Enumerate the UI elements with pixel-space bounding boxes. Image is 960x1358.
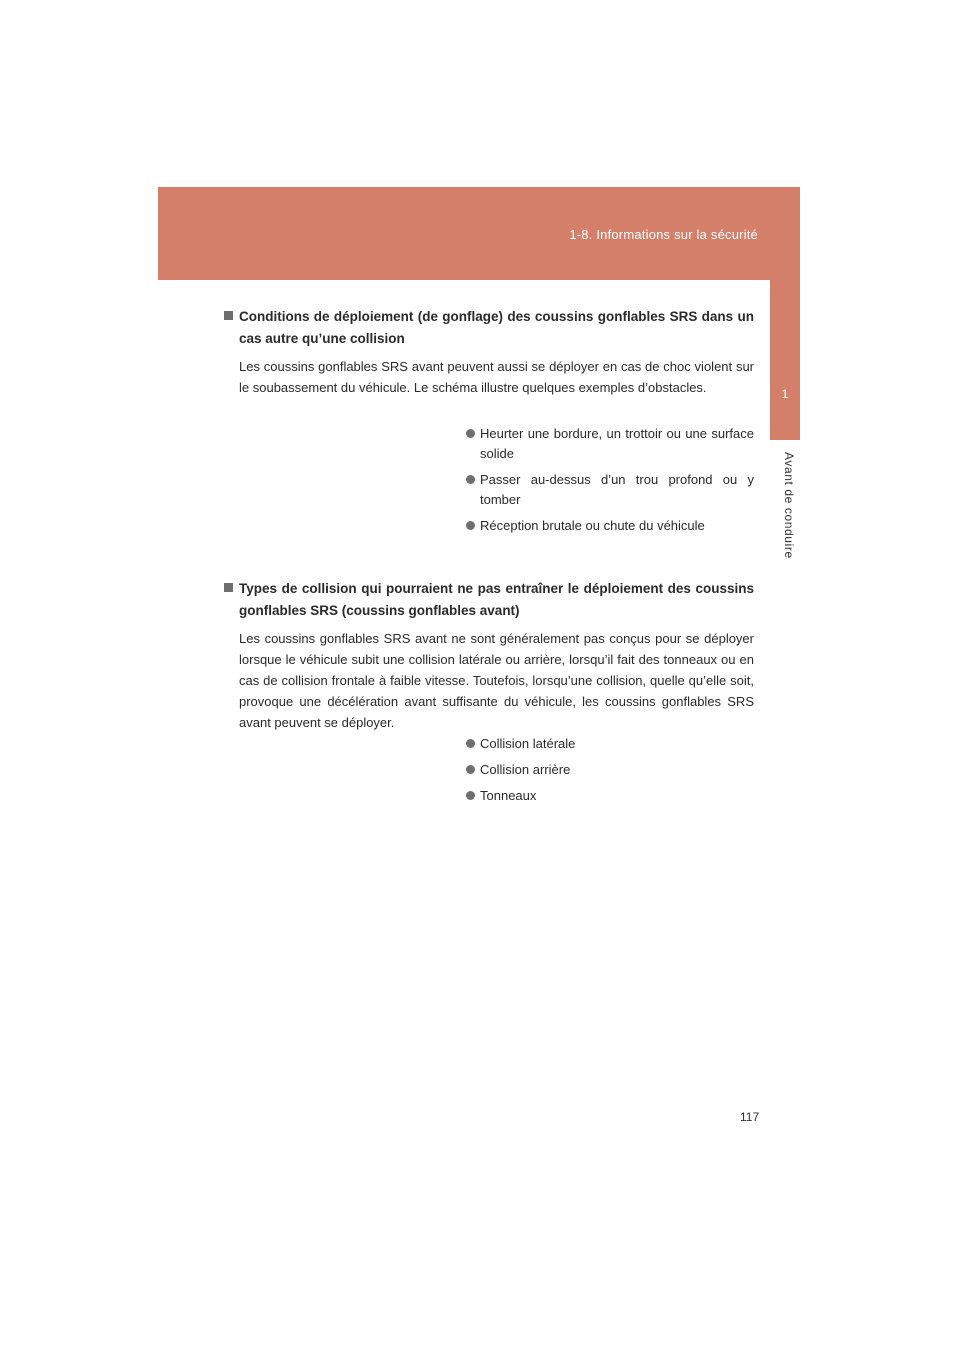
list-item: Tonneaux xyxy=(466,786,754,806)
section-body: Les coussins gonflables SRS avant ne sont généralement pas conçus pour se déployer lorsque le véhicule subit une collision latérale ou arrière, lorsqu’il fait des tonneaux ou en cas de collision frontale à faible vitesse. Toutefois, lorsqu’une collision, quelle qu’elle soit, provoque une décélération avant suffisante du véhicule, les coussins gonflables SRS avant peuvent se déployer. xyxy=(239,631,754,730)
list-item: Collision latérale xyxy=(466,734,754,754)
collision-types-list xyxy=(466,734,754,806)
bullet-icon xyxy=(466,429,475,438)
bullet-icon xyxy=(466,739,475,748)
chapter-tab xyxy=(770,280,800,440)
bullet-icon xyxy=(466,521,475,530)
section-heading-text: Conditions de déploiement (de gonflage) des coussins gonflables SRS dans un cas autre qu’une collision xyxy=(239,309,754,346)
section-title: 1-8. Informations sur la sécurité xyxy=(569,227,758,242)
section-heading-text: Types de collision qui pourraient ne pas entraîner le déploiement des coussins gonflables SRS (coussins gonflables avant) xyxy=(239,581,754,618)
section-non-deployment-collisions xyxy=(224,578,754,733)
list-item: Réception brutale ou chute du véhicule xyxy=(466,516,754,536)
page-number: 117 xyxy=(740,1110,760,1124)
bullet-icon xyxy=(466,475,475,484)
section-heading xyxy=(224,306,754,350)
header-band xyxy=(158,187,800,280)
square-bullet-icon xyxy=(224,583,233,592)
obstacle-examples-list xyxy=(466,424,754,536)
list-item: Collision arrière xyxy=(466,760,754,780)
square-bullet-icon xyxy=(224,311,233,320)
bullet-icon xyxy=(466,791,475,800)
list-item: Passer au-dessus d’un trou profond ou y tomber xyxy=(466,470,754,510)
chapter-number: 1 xyxy=(781,387,789,401)
section-deployment-conditions xyxy=(224,306,754,398)
section-heading xyxy=(224,578,754,622)
section-body: Les coussins gonflables SRS avant peuvent aussi se déployer en cas de choc violent sur le soubassement du véhicule. Le schéma illustre quelques exemples d’obstacles. xyxy=(239,359,754,395)
list-item: Heurter une bordure, un trottoir ou une surface solide xyxy=(466,424,754,464)
bullet-icon xyxy=(466,765,475,774)
chapter-label: Avant de conduire xyxy=(782,452,796,559)
